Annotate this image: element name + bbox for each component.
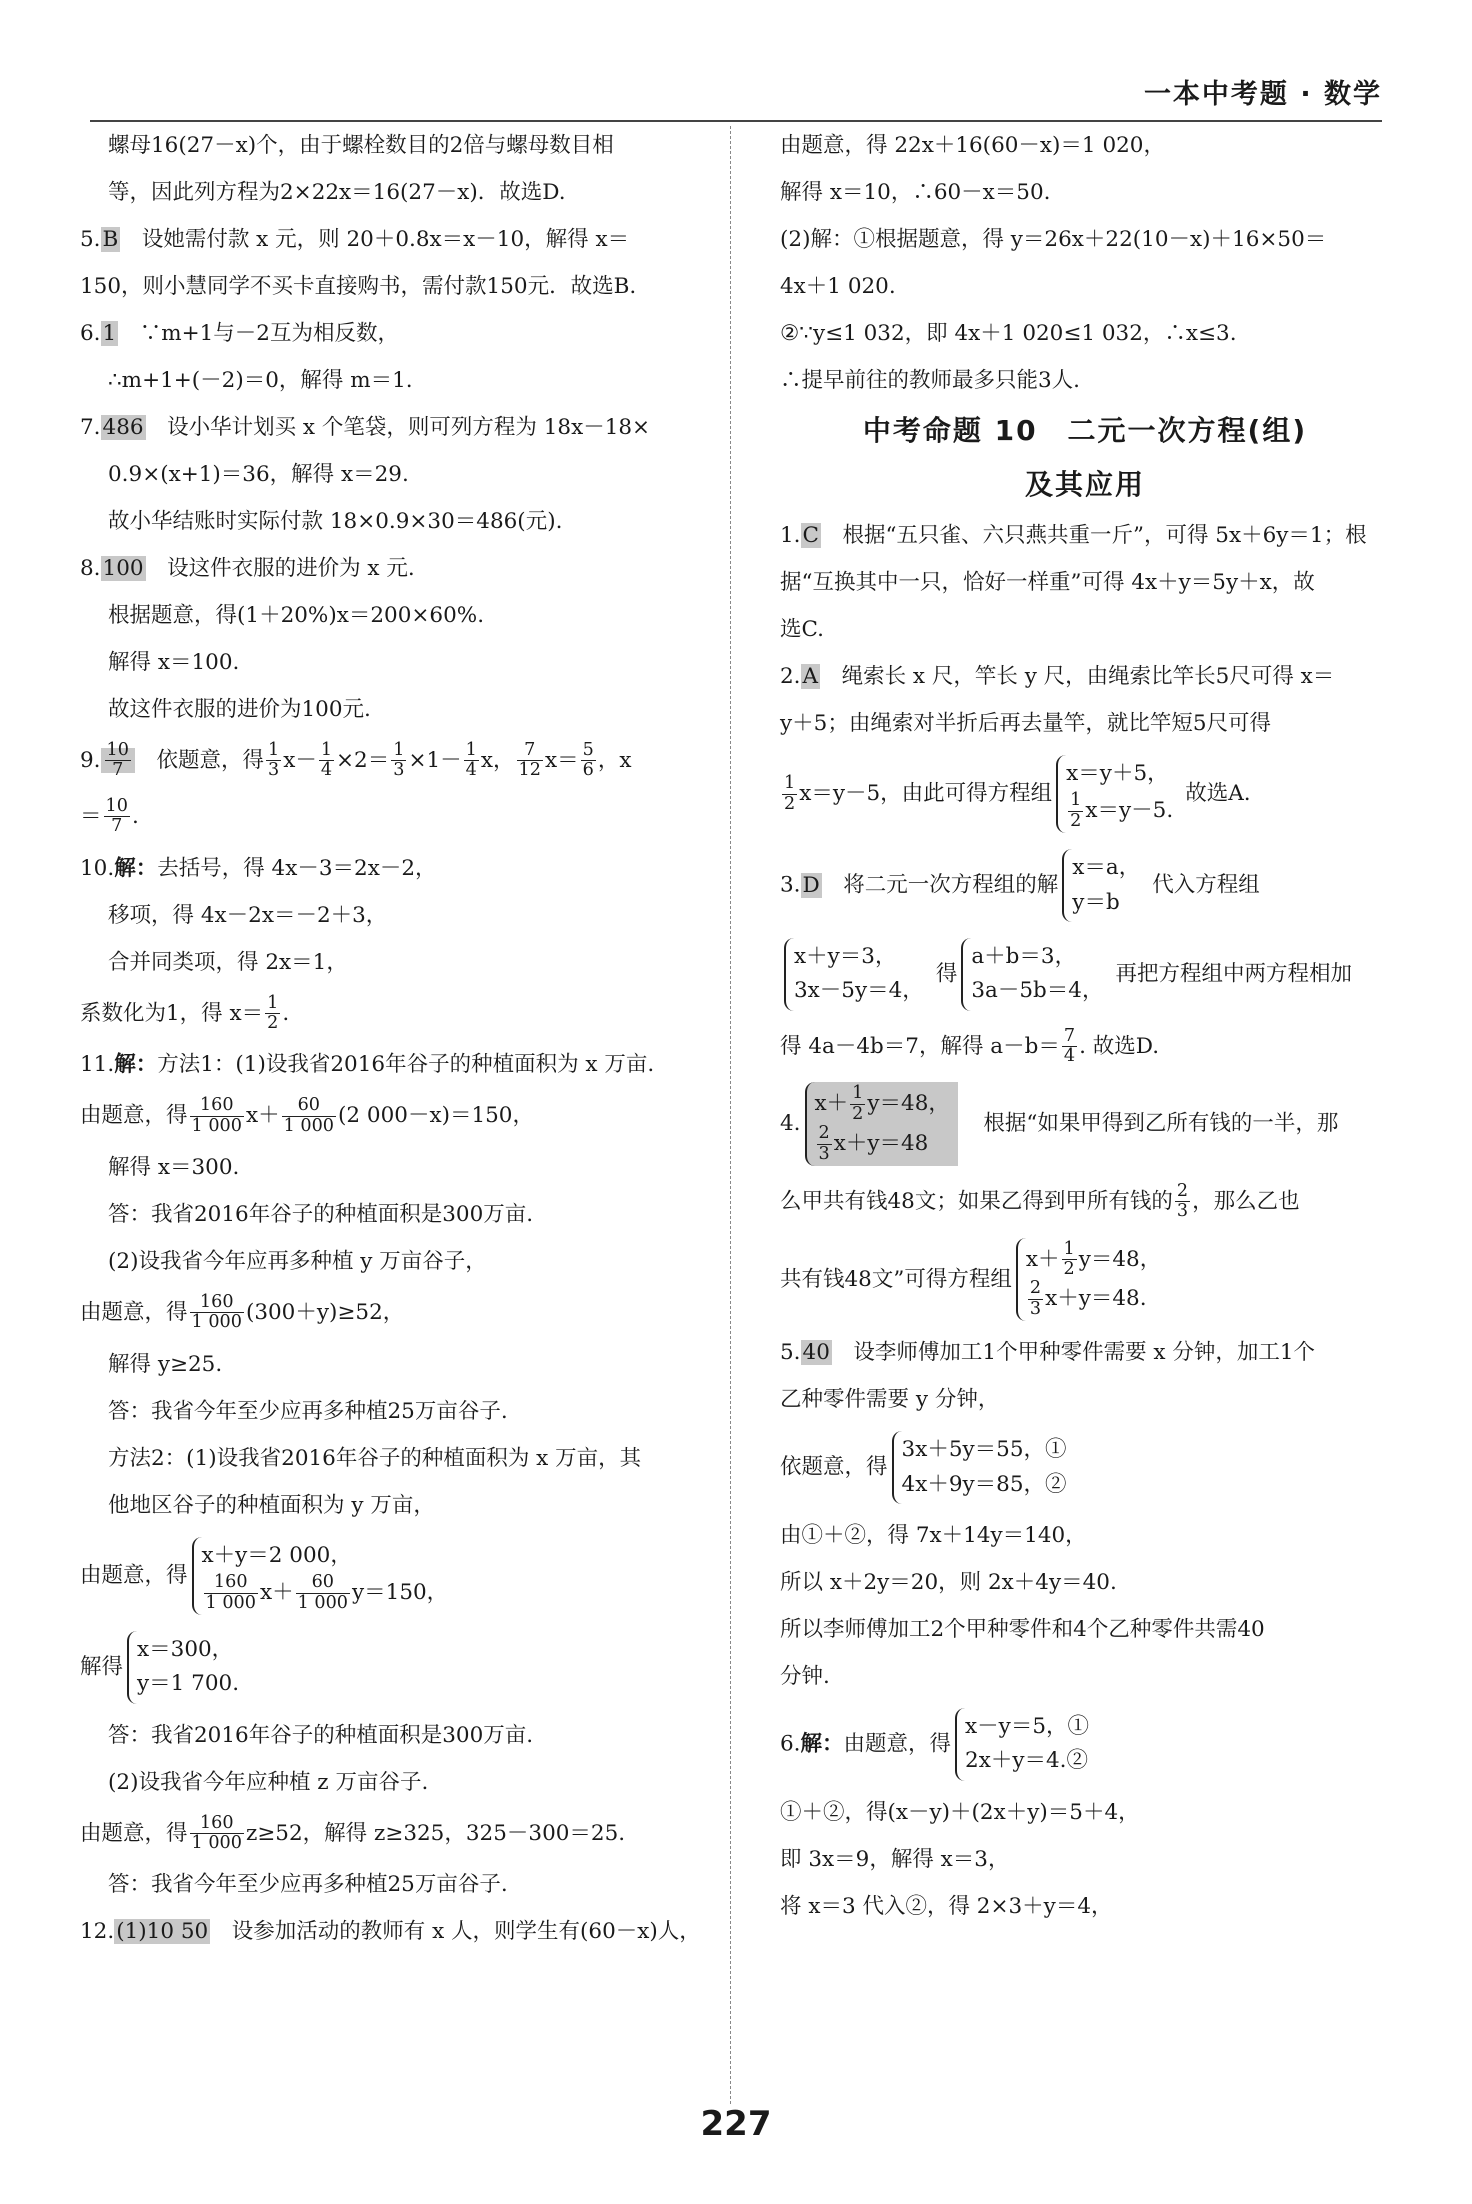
text-line: 他地区谷子的种植面积为 y 万亩， (108, 1492, 435, 1518)
answer-key: D (802, 872, 820, 898)
equation-system: x＋y＝3， 3x－5y＝4， 得 a＋b＝3， 3a－5b＝4， 再把方程组中两方程相加 (780, 930, 1390, 1019)
answer-key: x＋ $\frac{1}{2}$ y＝48， $\frac{2}{3}$ x＋y＝48 (805, 1082, 958, 1166)
answer-key: $\frac{10}{7}$ (101, 748, 135, 773)
section-subtitle: 及其应用 (1024, 468, 1145, 501)
answer-key: C (802, 523, 819, 548)
text-line: 解得 y≥25. (108, 1351, 223, 1377)
page-number: 227 (700, 2104, 772, 2144)
text-line: 即 3x＝9，解得 x＝3， (780, 1846, 1010, 1872)
text-line: 故小华结账时实际付款 18×0.9×30＝486(元). (108, 509, 563, 534)
answer-item-12: 12.(1)10 50 设参加活动的教师有 x 人，则学生有(60－x)人， (80, 1919, 701, 1945)
answer-item-5r: 5.40 设李师傅加工1个甲种零件需要 x 分钟，加工1个 (780, 1340, 1316, 1366)
answer-item-6: 6.1 ∵m+1与－2互为相反数， (80, 321, 399, 346)
answer-key: (1)10 50 (116, 1919, 209, 1945)
text-line: 答：我省今年至少应再多种植25万亩谷子. (108, 1872, 508, 1898)
text-line: 将 x＝3 代入②，得 2×3＋y＝4， (780, 1893, 1113, 1919)
running-header: 一本中考题 · 数学 (1143, 79, 1382, 110)
text-line: 据“互换其中一只，恰好一样重”可得 4x＋y＝5y＋x，故 (780, 570, 1315, 595)
answer-key: 100 (102, 556, 144, 581)
answer-item-4: 4. x＋ $\frac{1}{2}$ y＝48， $\frac{2}{3}$ x＋y＝48 根据“如果甲得到乙所有钱的一半，那 (780, 1074, 1390, 1174)
text-line: 选C. (780, 617, 825, 642)
text-line: ∴提早前往的教师最多只能3人. (780, 368, 1081, 393)
text-line: 么甲共有钱48文；如果乙得到甲所有钱的 $\frac{2}{3}$ ，那么乙也 (780, 1180, 1300, 1222)
answer-item-5: 5.B 设她需付款 x 元，则 20＋0.8x＝x－10，解得 x＝ (80, 227, 630, 252)
text-line: 故这件衣服的进价为100元. (108, 697, 371, 722)
answer-item-10: 10.解：去括号，得 4x－3＝2x－2， (80, 855, 437, 881)
answer-key: A (802, 664, 819, 689)
text-line: (2)设我省今年应再多种植 y 万亩谷子， (108, 1249, 487, 1274)
text-line: (2)解：①根据题意，得 y＝26x＋22(10－x)＋16×50＝ (780, 227, 1327, 252)
answer-item-9: 9. $\frac{10}{7}$ 依题意，得 $\frac{1}{3}$ x－ $\frac{1}{4}$ ×2＝ $\frac{1}{3}$ ×1－ $\frac{1}{4}$ x， $\frac{7}{12}$ x＝ $\frac{5}{6}$ ，x (80, 740, 632, 781)
equation-system: 依题意，得 3x＋5y＝55，① 4x＋9y＝85，② (780, 1423, 1390, 1512)
text-line: (2)设我省今年应种植 z 万亩谷子. (108, 1769, 429, 1795)
text-line: 由题意，得 $\frac{160}{1 000}$ (300＋y)≥52， (80, 1292, 405, 1333)
answer-item-1: 1.C 根据“五只雀、六只燕共重一斤”，可得 5x＋6y＝1；根 (780, 523, 1367, 548)
text-line: 合并同类项，得 2x＝1， (108, 949, 348, 975)
right-column (780, 122, 1390, 1930)
left-column (80, 122, 710, 1955)
text-line: ＝ $\frac{10}{7}$ . (80, 795, 139, 837)
text-line: 所以 x＋2y＝20，则 2x＋4y＝40. (780, 1569, 1117, 1595)
text-line: 答：我省今年至少应再多种植25万亩谷子. (108, 1398, 508, 1424)
text-line: 由①＋②，得 7x＋14y＝140， (780, 1522, 1087, 1548)
text-line: 答：我省2016年谷子的种植面积是300万亩. (108, 1202, 534, 1227)
text-line: 方法2：(1)设我省2016年谷子的种植面积为 x 万亩，其 (108, 1445, 642, 1471)
answer-item-7: 7.486 设小华计划买 x 个笔袋，则可列方程为 18x－18× (80, 415, 651, 440)
answer-item-11: 11.解：方法1：(1)设我省2016年谷子的种植面积为 x 万亩. (80, 1052, 655, 1078)
text-line: 分钟. (780, 1663, 830, 1689)
equation-system: 解得 x＝300， y＝1 700. (80, 1623, 710, 1712)
text-line: 所以李师傅加工2个甲种零件和4个乙种零件共需40 (780, 1616, 1265, 1642)
answer-key: 1 (102, 321, 117, 346)
text-line: ∴m+1+(－2)＝0，解得 m＝1. (108, 368, 413, 393)
section-title: 中考命题 10 二元一次方程(组) (862, 414, 1308, 447)
text-line: 由题意，得 $\frac{160}{1 000}$ x＋ $\frac{60}{1 000}$ (2 000－x)＝150， (80, 1095, 534, 1136)
answer-key: 40 (802, 1340, 830, 1366)
text-line: ①＋②，得(x－y)＋(2x＋y)＝5＋4， (780, 1799, 1140, 1825)
column-divider (730, 126, 731, 2104)
answer-item-3: 3.D 将二元一次方程组的解 x＝a， y＝b 代入方程组 (780, 841, 1390, 930)
text-line: y＋5；由绳索对半折后再去量竿，就比竿短5尺可得 (780, 711, 1272, 736)
text-line: 150，则小慧同学不买卡直接购书，需付款150元．故选B. (80, 274, 637, 299)
text-line: 4x＋1 020. (780, 274, 896, 299)
text-line: 根据题意，得(1＋20%)x＝200×60%. (108, 603, 485, 628)
answer-item-2: 2.A 绳索长 x 尺，竿长 y 尺，由绳索比竿长5尺可得 x＝ (780, 664, 1335, 689)
equation-system: $\frac{1}{2}$ x＝y－5，由此可得方程组 x＝y＋5， $\frac{1}{2}$ x＝y－5. 故选A. (780, 747, 1390, 841)
text-line: 移项，得 4x－2x＝－2＋3， (108, 902, 388, 928)
answer-key: B (102, 227, 119, 252)
text-line: 解得 x＝10，∴60－x＝50. (780, 180, 1051, 205)
text-line: 系数化为1，得 x＝ $\frac{1}{2}$ . (80, 992, 290, 1033)
text-line: ②∵y≤1 032，即 4x＋1 020≤1 032，∴x≤3. (780, 321, 1237, 346)
answer-item-6r: 6.解：由题意，得 x－y＝5，① 2x＋y＝4.② (780, 1700, 1390, 1789)
equation-system: 由题意，得 x＋y＝2 000， $\frac{160}{1 000}$ x＋ $\frac{60}{1 000}$ y＝150， (80, 1529, 710, 1623)
text-line: 由题意，得 $\frac{160}{1 000}$ z≥52，解得 z≥325，325－300＝25. (80, 1812, 626, 1854)
text-line: 0.9×(x+1)＝36，解得 x＝29. (108, 462, 409, 487)
equation-system: 共有钱48文”可得方程组 x＋ $\frac{1}{2}$ y＝48， $\frac{2}{3}$ x＋y＝48. (780, 1230, 1390, 1330)
answer-key: 486 (102, 415, 144, 440)
text-line: 得 4a－4b＝7，解得 a－b＝ $\frac{7}{4}$ . 故选D. (780, 1025, 1160, 1067)
answer-item-8: 8.100 设这件衣服的进价为 x 元. (80, 556, 415, 581)
text-line: 螺母16(27－x)个，由于螺栓数目的2倍与螺母数目相 (108, 133, 614, 158)
text-line: 由题意，得 22x＋16(60－x)＝1 020， (780, 133, 1165, 158)
text-line: 乙种零件需要 y 分钟， (780, 1387, 1000, 1413)
text-line: 解得 x＝300. (108, 1155, 240, 1180)
text-line: 等，因此列方程为2×22x＝16(27－x)．故选D. (108, 180, 566, 205)
text-line: 解得 x＝100. (108, 650, 240, 675)
text-line: 答：我省2016年谷子的种植面积是300万亩. (108, 1722, 534, 1748)
